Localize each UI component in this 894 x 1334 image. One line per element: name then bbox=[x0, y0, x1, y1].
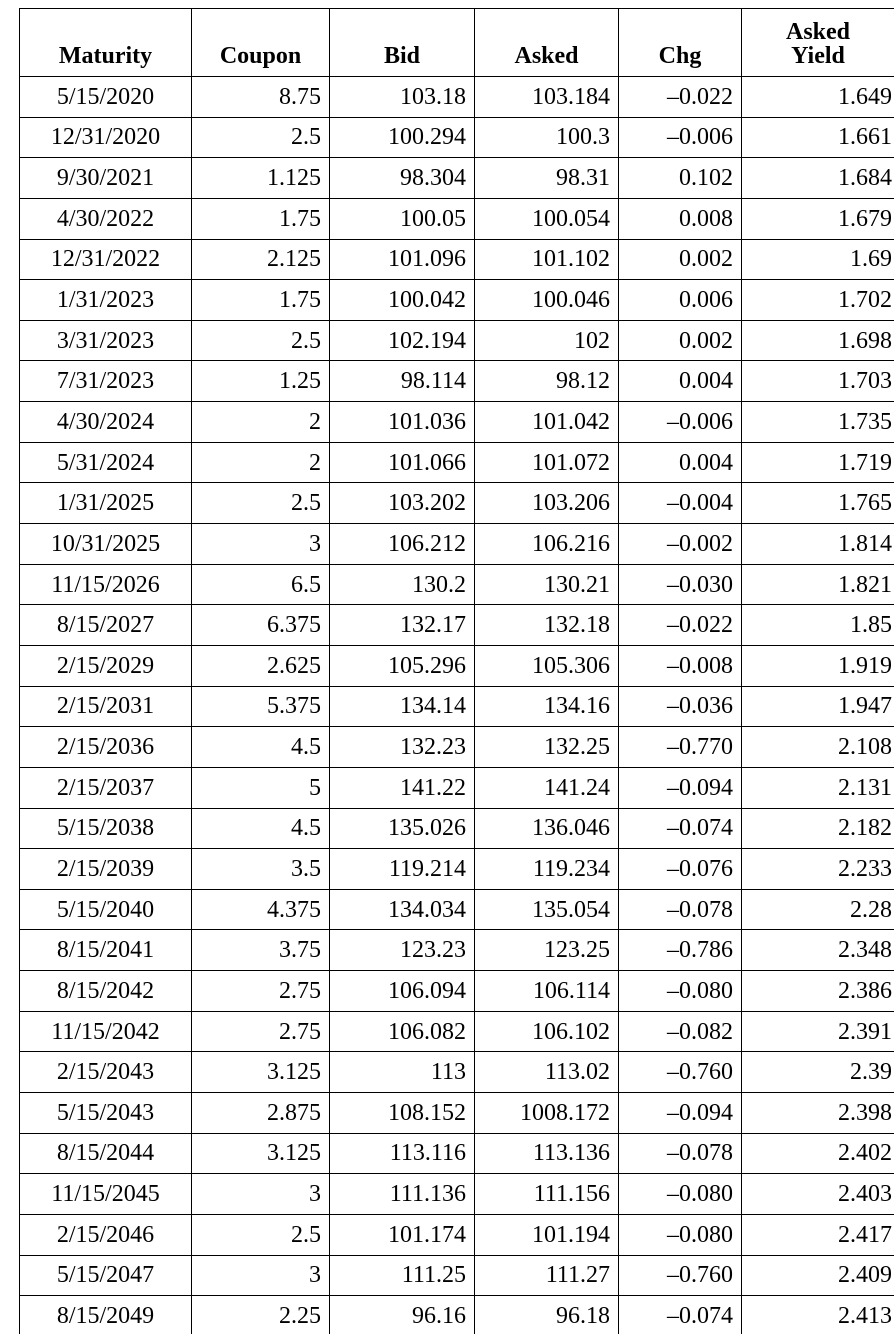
coupon-cell: 2.5 bbox=[192, 483, 330, 524]
chg-cell: –0.760 bbox=[619, 1052, 742, 1093]
bid-cell: 132.17 bbox=[330, 605, 475, 646]
asked-cell: 130.21 bbox=[475, 564, 619, 605]
table-row bbox=[20, 971, 894, 1012]
asked-yield-cell: 2.131 bbox=[742, 767, 894, 808]
coupon-cell: 2 bbox=[192, 402, 330, 443]
asked-cell: 103.184 bbox=[475, 77, 619, 118]
asked-cell: 101.072 bbox=[475, 442, 619, 483]
maturity-cell: 3/31/2023 bbox=[20, 320, 192, 361]
table-row bbox=[20, 158, 894, 199]
coupon-cell: 8.75 bbox=[192, 77, 330, 118]
asked-cell: 101.042 bbox=[475, 402, 619, 443]
maturity-cell: 7/31/2023 bbox=[20, 361, 192, 402]
bid-cell: 141.22 bbox=[330, 767, 475, 808]
asked-cell: 119.234 bbox=[475, 849, 619, 890]
chg-cell: –0.076 bbox=[619, 849, 742, 890]
maturity-cell: 5/15/2038 bbox=[20, 808, 192, 849]
coupon-cell: 2.25 bbox=[192, 1296, 330, 1334]
asked-cell: 101.102 bbox=[475, 239, 619, 280]
asked-yield-cell: 1.821 bbox=[742, 564, 894, 605]
chg-cell: –0.002 bbox=[619, 524, 742, 565]
maturity-cell: 10/31/2025 bbox=[20, 524, 192, 565]
bid-cell: 102.194 bbox=[330, 320, 475, 361]
chg-cell: –0.022 bbox=[619, 605, 742, 646]
bid-cell: 130.2 bbox=[330, 564, 475, 605]
asked-yield-header-line2: Yield bbox=[791, 43, 845, 69]
table-row bbox=[20, 605, 894, 646]
coupon-cell: 2.125 bbox=[192, 239, 330, 280]
chg-cell: –0.004 bbox=[619, 483, 742, 524]
coupon-cell: 2.5 bbox=[192, 117, 330, 158]
bid-cell: 101.066 bbox=[330, 442, 475, 483]
asked-yield-cell: 1.679 bbox=[742, 198, 894, 239]
asked-yield-header bbox=[742, 9, 894, 77]
asked-yield-cell: 2.398 bbox=[742, 1093, 894, 1134]
table-row bbox=[20, 1052, 894, 1093]
bid-cell: 135.026 bbox=[330, 808, 475, 849]
asked-yield-cell: 1.719 bbox=[742, 442, 894, 483]
maturity-cell: 2/15/2029 bbox=[20, 645, 192, 686]
coupon-cell: 2.75 bbox=[192, 971, 330, 1012]
bid-cell: 101.096 bbox=[330, 239, 475, 280]
asked-yield-cell: 1.702 bbox=[742, 280, 894, 321]
coupon-cell: 5 bbox=[192, 767, 330, 808]
table-row bbox=[20, 442, 894, 483]
maturity-cell: 2/15/2031 bbox=[20, 686, 192, 727]
table-row bbox=[20, 117, 894, 158]
asked-header: Asked bbox=[475, 9, 619, 77]
table-row bbox=[20, 77, 894, 118]
maturity-cell: 8/15/2049 bbox=[20, 1296, 192, 1334]
bid-cell: 134.034 bbox=[330, 889, 475, 930]
maturity-cell: 5/15/2040 bbox=[20, 889, 192, 930]
asked-yield-cell: 2.39 bbox=[742, 1052, 894, 1093]
asked-cell: 102 bbox=[475, 320, 619, 361]
treasury-quotes-table bbox=[19, 8, 894, 1334]
coupon-cell: 3.75 bbox=[192, 930, 330, 971]
bid-cell: 103.202 bbox=[330, 483, 475, 524]
coupon-cell: 2.5 bbox=[192, 1214, 330, 1255]
asked-yield-cell: 2.108 bbox=[742, 727, 894, 768]
bid-cell: 132.23 bbox=[330, 727, 475, 768]
maturity-cell: 5/31/2024 bbox=[20, 442, 192, 483]
bid-cell: 106.094 bbox=[330, 971, 475, 1012]
coupon-cell: 2 bbox=[192, 442, 330, 483]
chg-cell: –0.760 bbox=[619, 1255, 742, 1296]
asked-yield-cell: 1.919 bbox=[742, 645, 894, 686]
chg-cell: 0.002 bbox=[619, 239, 742, 280]
asked-cell: 96.18 bbox=[475, 1296, 619, 1334]
table-row bbox=[20, 564, 894, 605]
coupon-cell: 3.125 bbox=[192, 1052, 330, 1093]
coupon-cell: 4.5 bbox=[192, 808, 330, 849]
table-row bbox=[20, 524, 894, 565]
header-row bbox=[20, 9, 894, 77]
table-row bbox=[20, 320, 894, 361]
chg-cell: 0.002 bbox=[619, 320, 742, 361]
asked-yield-cell: 2.417 bbox=[742, 1214, 894, 1255]
maturity-header: Maturity bbox=[20, 9, 192, 77]
asked-cell: 98.31 bbox=[475, 158, 619, 199]
table-row bbox=[20, 849, 894, 890]
coupon-cell: 2.875 bbox=[192, 1093, 330, 1134]
maturity-cell: 5/15/2020 bbox=[20, 77, 192, 118]
asked-cell: 134.16 bbox=[475, 686, 619, 727]
asked-cell: 100.046 bbox=[475, 280, 619, 321]
table-row bbox=[20, 1214, 894, 1255]
table-row bbox=[20, 198, 894, 239]
chg-cell: –0.074 bbox=[619, 1296, 742, 1334]
maturity-cell: 11/15/2026 bbox=[20, 564, 192, 605]
coupon-cell: 3 bbox=[192, 1174, 330, 1215]
chg-cell: 0.008 bbox=[619, 198, 742, 239]
asked-yield-cell: 1.684 bbox=[742, 158, 894, 199]
chg-cell: –0.006 bbox=[619, 402, 742, 443]
bid-cell: 96.16 bbox=[330, 1296, 475, 1334]
table-row bbox=[20, 483, 894, 524]
chg-cell: –0.080 bbox=[619, 1174, 742, 1215]
table-body bbox=[20, 77, 894, 1334]
asked-yield-cell: 1.661 bbox=[742, 117, 894, 158]
bid-cell: 113 bbox=[330, 1052, 475, 1093]
asked-yield-cell: 1.735 bbox=[742, 402, 894, 443]
chg-cell: –0.074 bbox=[619, 808, 742, 849]
chg-cell: –0.078 bbox=[619, 1133, 742, 1174]
coupon-cell: 3.125 bbox=[192, 1133, 330, 1174]
asked-cell: 103.206 bbox=[475, 483, 619, 524]
bid-cell: 123.23 bbox=[330, 930, 475, 971]
coupon-cell: 3 bbox=[192, 1255, 330, 1296]
chg-cell: –0.030 bbox=[619, 564, 742, 605]
asked-yield-cell: 2.413 bbox=[742, 1296, 894, 1334]
bid-cell: 106.212 bbox=[330, 524, 475, 565]
asked-cell: 100.054 bbox=[475, 198, 619, 239]
maturity-cell: 2/15/2039 bbox=[20, 849, 192, 890]
table-row bbox=[20, 1296, 894, 1334]
chg-cell: –0.078 bbox=[619, 889, 742, 930]
asked-cell: 136.046 bbox=[475, 808, 619, 849]
table-row bbox=[20, 1093, 894, 1134]
table-row bbox=[20, 930, 894, 971]
bid-cell: 100.294 bbox=[330, 117, 475, 158]
asked-yield-cell: 1.947 bbox=[742, 686, 894, 727]
table-row bbox=[20, 280, 894, 321]
bid-cell: 100.042 bbox=[330, 280, 475, 321]
table-row bbox=[20, 1133, 894, 1174]
asked-cell: 111.156 bbox=[475, 1174, 619, 1215]
bid-cell: 111.136 bbox=[330, 1174, 475, 1215]
asked-cell: 106.216 bbox=[475, 524, 619, 565]
maturity-cell: 5/15/2047 bbox=[20, 1255, 192, 1296]
maturity-cell: 8/15/2042 bbox=[20, 971, 192, 1012]
asked-cell: 132.25 bbox=[475, 727, 619, 768]
chg-cell: –0.082 bbox=[619, 1011, 742, 1052]
asked-cell: 98.12 bbox=[475, 361, 619, 402]
maturity-cell: 2/15/2043 bbox=[20, 1052, 192, 1093]
chg-cell: 0.004 bbox=[619, 442, 742, 483]
maturity-cell: 8/15/2041 bbox=[20, 930, 192, 971]
chg-cell: –0.094 bbox=[619, 1093, 742, 1134]
bid-cell: 111.25 bbox=[330, 1255, 475, 1296]
coupon-cell: 6.375 bbox=[192, 605, 330, 646]
asked-cell: 123.25 bbox=[475, 930, 619, 971]
chg-header: Chg bbox=[619, 9, 742, 77]
chg-cell: –0.770 bbox=[619, 727, 742, 768]
maturity-cell: 2/15/2036 bbox=[20, 727, 192, 768]
asked-yield-cell: 2.409 bbox=[742, 1255, 894, 1296]
coupon-header: Coupon bbox=[192, 9, 330, 77]
asked-cell: 132.18 bbox=[475, 605, 619, 646]
maturity-cell: 4/30/2024 bbox=[20, 402, 192, 443]
bid-cell: 134.14 bbox=[330, 686, 475, 727]
coupon-cell: 4.5 bbox=[192, 727, 330, 768]
table-row bbox=[20, 686, 894, 727]
maturity-cell: 12/31/2022 bbox=[20, 239, 192, 280]
coupon-cell: 4.375 bbox=[192, 889, 330, 930]
coupon-cell: 1.75 bbox=[192, 280, 330, 321]
coupon-cell: 5.375 bbox=[192, 686, 330, 727]
bid-cell: 98.304 bbox=[330, 158, 475, 199]
coupon-cell: 2.75 bbox=[192, 1011, 330, 1052]
bid-cell: 108.152 bbox=[330, 1093, 475, 1134]
table-row bbox=[20, 1011, 894, 1052]
asked-yield-cell: 1.85 bbox=[742, 605, 894, 646]
maturity-cell: 8/15/2044 bbox=[20, 1133, 192, 1174]
table-row bbox=[20, 645, 894, 686]
treasury-quotes-sheet bbox=[19, 8, 894, 1334]
chg-cell: –0.008 bbox=[619, 645, 742, 686]
asked-cell: 113.136 bbox=[475, 1133, 619, 1174]
asked-cell: 111.27 bbox=[475, 1255, 619, 1296]
asked-yield-cell: 2.233 bbox=[742, 849, 894, 890]
maturity-cell: 1/31/2025 bbox=[20, 483, 192, 524]
asked-yield-cell: 2.386 bbox=[742, 971, 894, 1012]
chg-cell: –0.786 bbox=[619, 930, 742, 971]
bid-cell: 105.296 bbox=[330, 645, 475, 686]
chg-cell: –0.022 bbox=[619, 77, 742, 118]
maturity-cell: 11/15/2045 bbox=[20, 1174, 192, 1215]
chg-cell: 0.004 bbox=[619, 361, 742, 402]
coupon-cell: 6.5 bbox=[192, 564, 330, 605]
maturity-cell: 2/15/2037 bbox=[20, 767, 192, 808]
chg-cell: 0.006 bbox=[619, 280, 742, 321]
maturity-cell: 1/31/2023 bbox=[20, 280, 192, 321]
chg-cell: –0.080 bbox=[619, 1214, 742, 1255]
asked-yield-cell: 2.403 bbox=[742, 1174, 894, 1215]
chg-cell: 0.102 bbox=[619, 158, 742, 199]
maturity-cell: 8/15/2027 bbox=[20, 605, 192, 646]
asked-yield-cell: 2.391 bbox=[742, 1011, 894, 1052]
asked-cell: 135.054 bbox=[475, 889, 619, 930]
bid-header: Bid bbox=[330, 9, 475, 77]
asked-yield-cell: 2.182 bbox=[742, 808, 894, 849]
bid-cell: 119.214 bbox=[330, 849, 475, 890]
bid-cell: 101.036 bbox=[330, 402, 475, 443]
maturity-cell: 5/15/2043 bbox=[20, 1093, 192, 1134]
asked-yield-cell: 2.348 bbox=[742, 930, 894, 971]
table-row bbox=[20, 889, 894, 930]
asked-cell: 101.194 bbox=[475, 1214, 619, 1255]
asked-yield-cell: 2.402 bbox=[742, 1133, 894, 1174]
coupon-cell: 2.625 bbox=[192, 645, 330, 686]
coupon-cell: 1.25 bbox=[192, 361, 330, 402]
asked-yield-cell: 1.814 bbox=[742, 524, 894, 565]
coupon-cell: 3 bbox=[192, 524, 330, 565]
asked-yield-cell: 2.28 bbox=[742, 889, 894, 930]
chg-cell: –0.036 bbox=[619, 686, 742, 727]
table-row bbox=[20, 808, 894, 849]
coupon-cell: 2.5 bbox=[192, 320, 330, 361]
asked-cell: 106.102 bbox=[475, 1011, 619, 1052]
bid-cell: 101.174 bbox=[330, 1214, 475, 1255]
asked-yield-cell: 1.649 bbox=[742, 77, 894, 118]
asked-cell: 100.3 bbox=[475, 117, 619, 158]
bid-cell: 106.082 bbox=[330, 1011, 475, 1052]
chg-cell: –0.006 bbox=[619, 117, 742, 158]
coupon-cell: 3.5 bbox=[192, 849, 330, 890]
chg-cell: –0.094 bbox=[619, 767, 742, 808]
table-row bbox=[20, 361, 894, 402]
asked-cell: 113.02 bbox=[475, 1052, 619, 1093]
bid-cell: 100.05 bbox=[330, 198, 475, 239]
maturity-cell: 4/30/2022 bbox=[20, 198, 192, 239]
asked-yield-header-line1: Asked bbox=[785, 19, 851, 45]
maturity-cell: 12/31/2020 bbox=[20, 117, 192, 158]
asked-yield-cell: 1.765 bbox=[742, 483, 894, 524]
asked-cell: 141.24 bbox=[475, 767, 619, 808]
maturity-cell: 9/30/2021 bbox=[20, 158, 192, 199]
asked-cell: 105.306 bbox=[475, 645, 619, 686]
chg-cell: –0.080 bbox=[619, 971, 742, 1012]
table-row bbox=[20, 402, 894, 443]
table-row bbox=[20, 1174, 894, 1215]
asked-cell: 1008.172 bbox=[475, 1093, 619, 1134]
maturity-cell: 2/15/2046 bbox=[20, 1214, 192, 1255]
table-row bbox=[20, 767, 894, 808]
coupon-cell: 1.75 bbox=[192, 198, 330, 239]
asked-yield-cell: 1.698 bbox=[742, 320, 894, 361]
bid-cell: 98.114 bbox=[330, 361, 475, 402]
bid-cell: 103.18 bbox=[330, 77, 475, 118]
asked-cell: 106.114 bbox=[475, 971, 619, 1012]
coupon-cell: 1.125 bbox=[192, 158, 330, 199]
asked-yield-cell: 1.703 bbox=[742, 361, 894, 402]
table-row bbox=[20, 727, 894, 768]
table-row bbox=[20, 1255, 894, 1296]
bid-cell: 113.116 bbox=[330, 1133, 475, 1174]
table-row bbox=[20, 239, 894, 280]
maturity-cell: 11/15/2042 bbox=[20, 1011, 192, 1052]
asked-yield-cell: 1.69 bbox=[742, 239, 894, 280]
